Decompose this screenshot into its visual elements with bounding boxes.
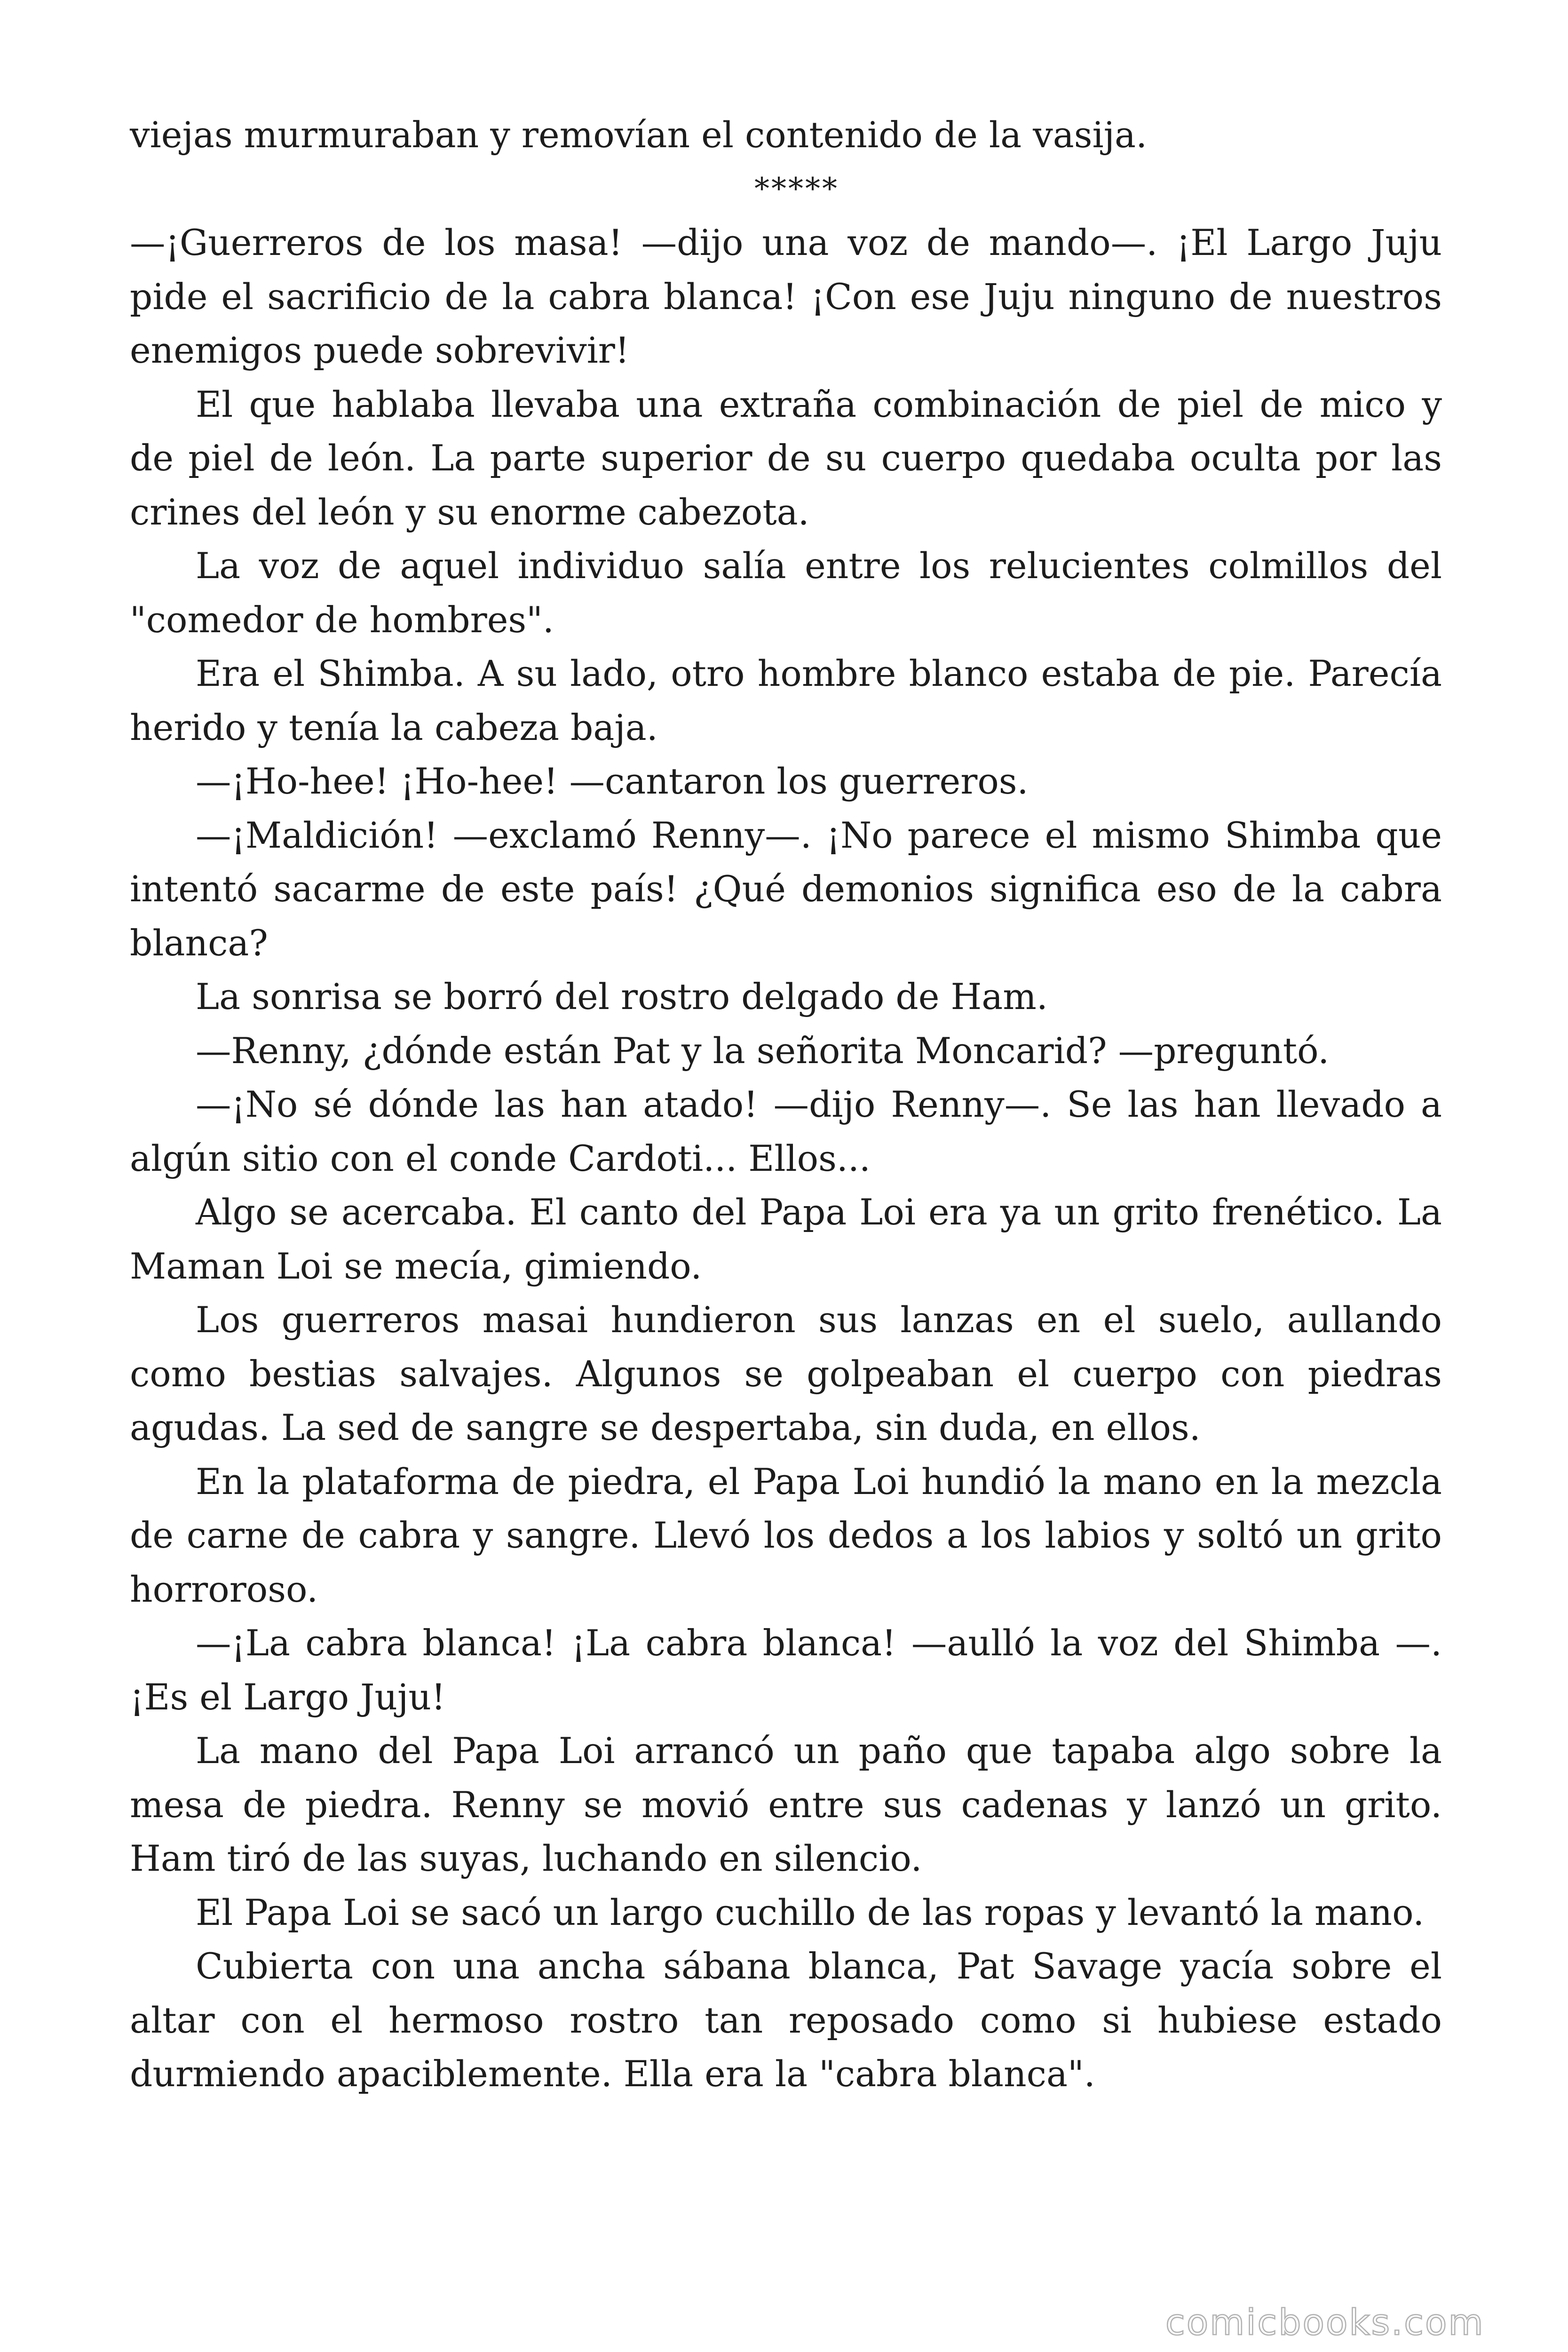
section-separator: ***** bbox=[754, 171, 839, 207]
paragraph: Era el Shimba. A su lado, otro hombre blanco estaba de pie. Parecía herido y tenía la cabeza baja. bbox=[130, 653, 1442, 748]
paragraph: —¡No sé dónde las han atado! —dijo Renny—. Se las han llevado a algún sitio con el conde Cardoti... Ellos... bbox=[130, 1084, 1442, 1179]
paragraph: —¡Guerreros de los masa! —dijo una voz de mando—. ¡El Largo Juju pide el sacrificio de la cabra blanca! ¡Con ese Juju ninguno de nuestros enemigos puede sobrevivir! bbox=[130, 222, 1442, 371]
paragraph: —Renny, ¿dónde están Pat y la señorita Moncarid? —preguntó. bbox=[196, 1030, 1330, 1072]
watermark: comicbooks.com bbox=[1165, 2301, 1485, 2343]
paragraph: —¡Ho-hee! ¡Ho-hee! —cantaron los guerreros. bbox=[196, 761, 1029, 802]
paragraph: Algo se acercaba. El canto del Papa Loi era ya un grito frenético. La Maman Loi se mecía, gimiendo. bbox=[130, 1192, 1442, 1287]
paragraph: En la plataforma de piedra, el Papa Loi hundió la mano en la mezcla de carne de cabra y sangre. Llevó los dedos a los labios y soltó un grito horroroso. bbox=[130, 1461, 1442, 1610]
paragraph: El que hablaba llevaba una extraña combinación de piel de mico y de piel de león. La parte superior de su cuerpo quedaba oculta por las crines del león y su enorme cabezota. bbox=[130, 383, 1442, 533]
paragraph: La mano del Papa Loi arrancó un paño que tapaba algo sobre la mesa de piedra. Renny se movió entre sus cadenas y lanzó un grito. Ham tiró de las suyas, luchando en silencio. bbox=[130, 1730, 1442, 1879]
paragraph: Cubierta con una ancha sábana blanca, Pat Savage yacía sobre el altar con el hermoso rostro tan reposado como si hubiese estado durmiendo apaciblemente. Ella era la "cabra blanca". bbox=[130, 1946, 1442, 2095]
paragraph: La voz de aquel individuo salía entre los relucientes colmillos del "comedor de hombres". bbox=[130, 545, 1442, 641]
page-text bbox=[130, 108, 1442, 2101]
paragraph: —¡Maldición! —exclamó Renny—. ¡No parece el mismo Shimba que intentó sacarme de este país! ¿Qué demonios significa eso de la cabra blanca? bbox=[130, 814, 1442, 964]
paragraph: La sonrisa se borró del rostro delgado de Ham. bbox=[196, 976, 1048, 1017]
paragraph: Los guerreros masai hundieron sus lanzas en el suelo, aullando como bestias salvajes. Algunos se golpeaban el cuerpo con piedras agudas. La sed de sangre se despertaba, sin duda, en ellos. bbox=[130, 1299, 1442, 1448]
paragraph: El Papa Loi se sacó un largo cuchillo de las ropas y levantó la mano. bbox=[196, 1891, 1425, 1933]
paragraph: —¡La cabra blanca! ¡La cabra blanca! —aulló la voz del Shimba —. ¡Es el Largo Juju! bbox=[130, 1622, 1442, 1718]
paragraph-continued: viejas murmuraban y removían el contenido de la vasija. bbox=[130, 114, 1148, 156]
